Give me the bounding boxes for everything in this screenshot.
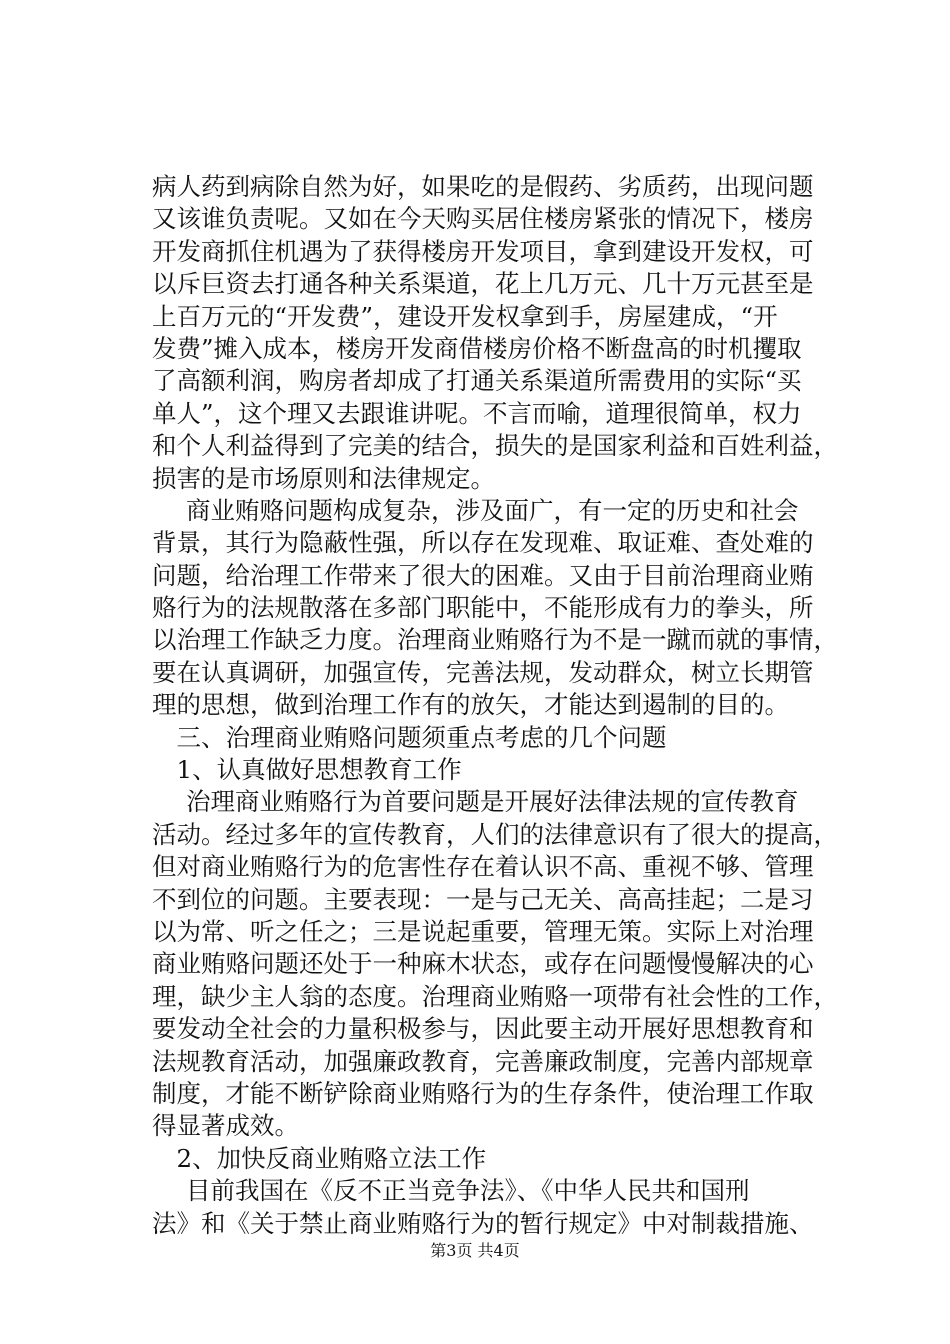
text-line: 不到位的问题。主要表现：一是与己无关、高高挂起；二是习	[152, 884, 814, 914]
text-line: 上百万元的“开发费”，建设开发权拿到手，房屋建成，“开	[152, 301, 778, 331]
text-line: 活动。经过多年的宣传教育，人们的法律意识有了很大的提高，	[152, 819, 838, 849]
text-line: 制度，才能不断铲除商业贿赂行为的生存条件，使治理工作取	[152, 1078, 814, 1108]
text-line: 以治理工作缺乏力度。治理商业贿赂行为不是一蹴而就的事情，	[152, 625, 838, 655]
text-line: 理的思想，做到治理工作有的放矢，才能达到遏制的目的。	[152, 690, 789, 720]
text-line: 发费”摊入成本，楼房开发商借楼房价格不断盘高的时机攫取	[152, 333, 802, 363]
text-line: 商业贿赂问题构成复杂，涉及面广，有一定的历史和社会	[186, 495, 799, 525]
text-line: 以斥巨资去打通各种关系渠道，花上几万元、几十万元甚至是	[152, 269, 814, 299]
text-line: 损害的是市场原则和法律规定。	[152, 463, 495, 493]
document-body	[152, 171, 838, 1240]
text-line: 开发商抓住机遇为了获得楼房开发项目，拿到建设开发权，可	[152, 236, 814, 266]
text-line: 商业贿赂问题还处于一种麻木状态，或存在问题慢慢解决的心	[152, 949, 814, 979]
text-line: 问题，给治理工作带来了很大的困难。又由于目前治理商业贿	[152, 560, 814, 590]
text-line: 2、加快反商业贿赂立法工作	[176, 1143, 487, 1173]
text-line: 病人药到病除自然为好，如果吃的是假药、劣质药，出现问题	[152, 172, 814, 201]
text-line: 要在认真调研，加强宣传，完善法规，发动群众，树立长期管	[152, 657, 814, 687]
text-line: 1、认真做好思想教育工作	[176, 755, 462, 785]
text-line: 治理商业贿赂行为首要问题是开展好法律法规的宣传教育	[186, 787, 799, 817]
text-line: 赂行为的法规散落在多部门职能中，不能形成有力的拳头，所	[152, 593, 814, 623]
text-line: 又该谁负责呢。又如在今天购买居住楼房紧张的情况下，楼房	[152, 204, 814, 234]
page-footer: 第3页 共4页	[430, 1241, 520, 1260]
text-line: 以为常、听之任之；三是说起重要，管理无策。实际上对治理	[152, 916, 814, 946]
text-line: 背景，其行为隐蔽性强，所以存在发现难、取证难、查处难的	[152, 528, 814, 558]
text-line: 但对商业贿赂行为的危害性存在着认识不高、重视不够、管理	[152, 852, 814, 882]
text-line: 了高额利润，购房者却成了打通关系渠道所需费用的实际“买	[152, 366, 802, 396]
text-line: 目前我国在《反不正当竞争法》、《中华人民共和国刑	[186, 1176, 750, 1206]
text-line: 法》和《关于禁止商业贿赂行为的暂行规定》中对制裁措施、	[152, 1208, 814, 1238]
text-line: 理，缺少主人翁的态度。治理商业贿赂一项带有社会性的工作，	[152, 981, 838, 1011]
text-line: 三、治理商业贿赂问题须重点考虑的几个问题	[176, 722, 667, 752]
text-line: 单人”，这个理又去跟谁讲呢。不言而喻，道理很简单，权力	[152, 398, 802, 428]
text-line: 法规教育活动，加强廉政教育，完善廉政制度，完善内部规章	[152, 1046, 814, 1076]
text-line: 要发动全社会的力量积极参与，因此要主动开展好思想教育和	[152, 1014, 814, 1044]
text-line: 和个人利益得到了完美的结合，损失的是国家利益和百姓利益，	[152, 431, 838, 461]
text-line: 得显著成效。	[152, 1111, 299, 1141]
